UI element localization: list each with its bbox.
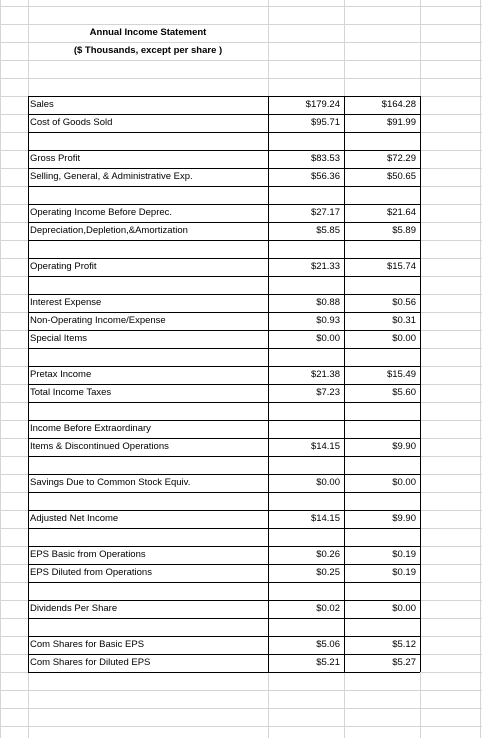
value-year-2[interactable]: $5.12 [392, 639, 416, 650]
value-year-1[interactable]: $95.71 [310, 117, 340, 128]
grid-row-line [0, 60, 482, 61]
row-label[interactable]: Cost of Goods Sold [30, 117, 113, 128]
grid-row-line [0, 6, 482, 7]
row-label[interactable]: Special Items [30, 333, 88, 344]
value-year-2[interactable] [344, 420, 420, 438]
grid-row-line [0, 726, 482, 727]
statement-title: Annual Income Statement [89, 27, 207, 38]
value-year-2[interactable]: $0.00 [392, 603, 416, 614]
row-label[interactable]: Adjusted Net Income [30, 513, 119, 524]
row-label[interactable]: Operating Income Before Deprec. [30, 207, 173, 218]
row-border [28, 186, 420, 187]
value-year-1[interactable] [268, 420, 344, 438]
row-border [28, 672, 420, 673]
value-year-1[interactable]: $0.25 [316, 567, 340, 578]
row-label[interactable]: EPS Basic from Operations [30, 549, 146, 560]
table-border [420, 96, 421, 672]
value-year-1[interactable]: $83.53 [310, 153, 340, 164]
row-label[interactable]: Com Shares for Basic EPS [30, 639, 145, 650]
row-border [28, 456, 420, 457]
value-year-1[interactable]: $7.23 [316, 387, 340, 398]
value-year-2[interactable]: $21.64 [386, 207, 416, 218]
grid-row-line [0, 78, 482, 79]
row-label[interactable]: Depreciation,Depletion,&Amortization [30, 225, 188, 236]
value-year-2[interactable]: $72.29 [386, 153, 416, 164]
value-year-2[interactable]: $164.28 [381, 99, 416, 110]
value-year-2[interactable]: $15.74 [386, 261, 416, 272]
value-year-2[interactable]: $0.00 [392, 477, 416, 488]
row-label[interactable]: Com Shares for Diluted EPS [30, 657, 151, 668]
value-year-1[interactable]: $179.24 [305, 99, 340, 110]
row-label[interactable]: Sales [30, 99, 54, 110]
value-year-1[interactable]: $0.88 [316, 297, 340, 308]
value-year-1[interactable]: $0.00 [316, 477, 340, 488]
value-year-1[interactable]: $0.93 [316, 315, 340, 326]
row-label[interactable]: Operating Profit [30, 261, 97, 272]
value-year-2[interactable]: $0.00 [392, 333, 416, 344]
row-label[interactable]: Income Before Extraordinary [30, 423, 151, 434]
value-year-1[interactable]: $21.33 [310, 261, 340, 272]
value-year-1[interactable]: $0.26 [316, 549, 340, 560]
value-year-1[interactable]: $27.17 [310, 207, 340, 218]
value-year-1[interactable]: $14.15 [310, 513, 340, 524]
row-border [28, 402, 420, 403]
row-label[interactable]: Items & Discontinued Operations [30, 441, 169, 452]
value-year-2[interactable]: $0.56 [392, 297, 416, 308]
value-year-1[interactable]: $5.85 [316, 225, 340, 236]
grid-column-line [0, 0, 1, 738]
value-year-1[interactable]: $5.06 [316, 639, 340, 650]
grid-row-line [0, 42, 482, 43]
grid-row-line [0, 690, 482, 691]
row-label[interactable]: Interest Expense [30, 297, 102, 308]
value-year-1[interactable]: $56.36 [310, 171, 340, 182]
statement-subtitle: ($ Thousands, except per share ) [73, 45, 223, 56]
row-border [28, 240, 420, 241]
row-border [28, 618, 420, 619]
grid-row-line [0, 24, 482, 25]
value-year-2[interactable]: $5.60 [392, 387, 416, 398]
value-year-2[interactable]: $5.27 [392, 657, 416, 668]
row-label[interactable]: Savings Due to Common Stock Equiv. [30, 477, 191, 488]
value-year-2[interactable]: $9.90 [392, 441, 416, 452]
row-border [28, 582, 420, 583]
value-year-1[interactable]: $0.02 [316, 603, 340, 614]
row-label[interactable]: EPS Diluted from Operations [30, 567, 152, 578]
row-label[interactable]: Gross Profit [30, 153, 81, 164]
value-year-2[interactable]: $5.89 [392, 225, 416, 236]
value-year-2[interactable]: $50.65 [386, 171, 416, 182]
value-year-2[interactable]: $0.19 [392, 549, 416, 560]
row-border [28, 276, 420, 277]
value-year-2[interactable]: $9.90 [392, 513, 416, 524]
value-year-1[interactable]: $21.38 [310, 369, 340, 380]
row-border [28, 528, 420, 529]
value-year-1[interactable]: $0.00 [316, 333, 340, 344]
value-year-1[interactable]: $5.21 [316, 657, 340, 668]
row-label[interactable]: Total Income Taxes [30, 387, 112, 398]
value-year-1[interactable]: $14.15 [310, 441, 340, 452]
value-year-2[interactable]: $91.99 [386, 117, 416, 128]
value-year-2[interactable]: $15.49 [386, 369, 416, 380]
value-year-2[interactable]: $0.31 [392, 315, 416, 326]
row-label[interactable]: Non-Operating Income/Expense [30, 315, 166, 326]
row-label[interactable]: Selling, General, & Administrative Exp. [30, 171, 193, 182]
row-label[interactable]: Dividends Per Share [30, 603, 118, 614]
row-border [28, 132, 420, 133]
grid-row-line [0, 708, 482, 709]
row-label[interactable]: Pretax Income [30, 369, 92, 380]
value-year-2[interactable]: $0.19 [392, 567, 416, 578]
grid-column-line [480, 0, 481, 738]
row-border [28, 348, 420, 349]
row-border [28, 492, 420, 493]
